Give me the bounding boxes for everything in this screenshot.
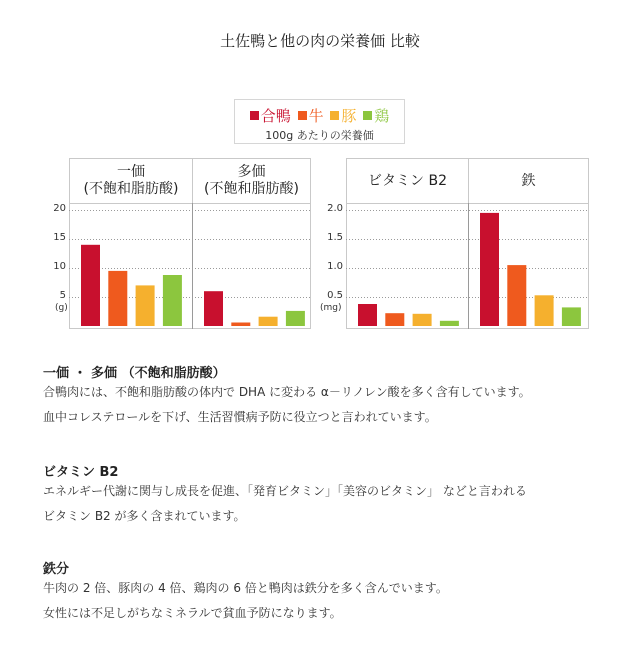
legend-label-beef: 牛 — [308, 107, 324, 125]
right-bar-panel1-chicken — [562, 307, 581, 326]
section-text-fatty-acids-2: 血中コレステロールを下げ、生活習慣病予防に役立つと言われています。 — [43, 410, 437, 424]
section-text-iron-1: 牛肉の 2 倍、豚肉の 4 倍、鶏肉の 6 倍と鴨肉は鉄分を多く含んでいます。 — [43, 581, 448, 595]
left-ytick-10: 10 — [53, 261, 66, 272]
section-title-iron: 鉄分 — [43, 562, 70, 577]
right-ytick-1-0: 1.0 — [327, 261, 343, 272]
section-text-fatty-acids-1: 合鴨肉には、不飽和脂肪酸の体内で DHA に変わる α－リノレン酸を多く含有しています。 — [43, 385, 531, 399]
left-bar-panel1-beef — [231, 323, 250, 327]
page-title: 土佐鴨と他の肉の栄養価 比較 — [220, 32, 420, 50]
right-bar-panel0-duck — [358, 304, 377, 326]
right-ytick-2-0: 2.0 — [327, 203, 343, 214]
left-unit-label: (g) — [55, 303, 68, 313]
header-polyunsaturated-line2: (不飽和脂肪酸) — [204, 181, 299, 197]
legend-label-duck: 合鴨 — [260, 107, 291, 125]
section-title-vitamin-b2: ビタミン B2 — [43, 465, 119, 480]
section-title-fatty-acids: 一価 ・ 多価 （不飽和脂肪酸） — [43, 366, 226, 381]
section-text-vitamin-b2-1: エネルギー代謝に関与し成長を促進、「発育ビタミン」「美容のビタミン」 などと言われる — [43, 484, 527, 498]
left-bar-panel1-chicken — [286, 311, 305, 326]
left-bar-panel0-duck — [81, 245, 100, 326]
left-bar-panel1-duck — [204, 291, 223, 326]
legend-label-chicken: 鶏 — [374, 107, 390, 125]
section-text-vitamin-b2-2: ビタミン B2 が多く含まれています。 — [43, 509, 246, 523]
left-bar-panel0-chicken — [163, 275, 182, 326]
left-ytick-20: 20 — [53, 203, 66, 214]
header-vitamin-b2-label: ビタミン B2 — [368, 173, 447, 189]
legend-subtitle: 100g あたりの栄養価 — [265, 129, 374, 142]
right-bar-panel0-chicken — [440, 321, 459, 326]
right-bar-panel0-beef — [385, 313, 404, 326]
right-ytick-0-5: 0.5 — [327, 290, 343, 301]
right-bar-panel1-duck — [480, 213, 499, 326]
right-bar-panel0-pork — [413, 314, 432, 326]
header-monounsaturated-line2: (不飽和脂肪酸) — [83, 181, 179, 197]
right-bar-panel1-pork — [535, 295, 554, 326]
left-ytick-5: 5 — [59, 290, 66, 301]
right-bar-panel1-beef — [507, 265, 526, 326]
right-unit-label: (mg) — [320, 303, 342, 313]
left-bar-panel1-pork — [259, 317, 278, 326]
left-bar-panel0-beef — [108, 271, 127, 326]
right-ytick-1-5: 1.5 — [327, 232, 343, 243]
section-text-iron-2: 女性には不足しがちなミネラルで貧血予防になります。 — [43, 606, 342, 620]
header-polyunsaturated-line1: 多価 — [237, 164, 266, 180]
left-bar-panel0-pork — [136, 285, 155, 326]
header-monounsaturated-line1: 一価 — [117, 164, 145, 180]
left-ytick-15: 15 — [53, 232, 66, 243]
legend-label-pork: 豚 — [341, 107, 357, 125]
header-iron-label: 鉄 — [521, 173, 536, 189]
